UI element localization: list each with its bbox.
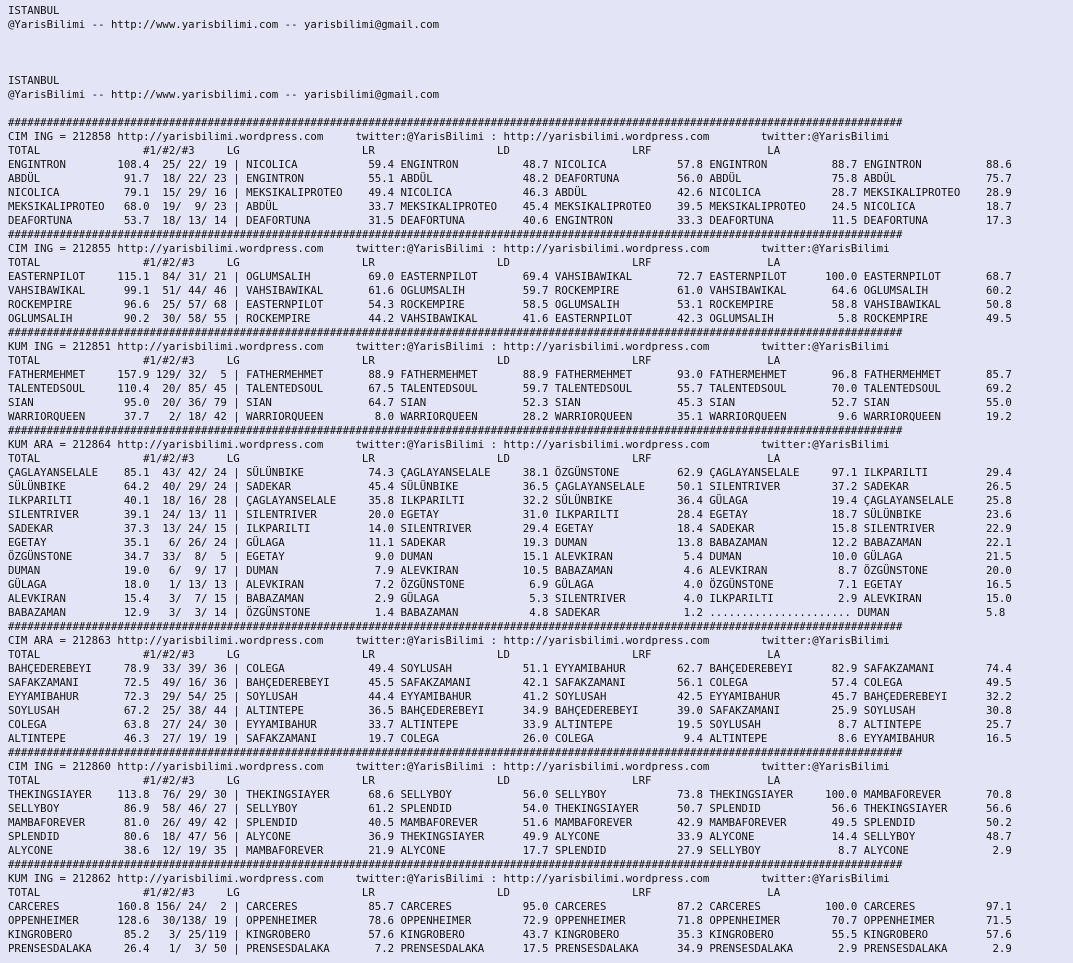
report-row: COLEGA 63.8 27/ 24/ 30 | EYYAMIBAHUR 33.7 ALTINTEPE 33.9 ALTINTEPE 19.5 SOYLUSAH 8.7 ALTINTEPE 25.7 <box>8 718 1012 731</box>
column-header: TOTAL #1/#2/#3 LG LR LD LRF LA <box>8 452 781 465</box>
race-header: KUM ARA = 212864 http://yarisbilimi.wordpress.com twitter:@YarisBilimi : http://yarisbilimi.wordpress.com twitter:@YarisBilimi <box>8 438 890 451</box>
report-row: SELLYBOY 86.9 58/ 46/ 27 | SELLYBOY 61.2 SPLENDID 54.0 THEKINGSIAYER 50.7 SPLENDID 56.6 THEKINGSIAYER 56.6 <box>8 802 1012 815</box>
report-row: SILENTRIVER 39.1 24/ 13/ 11 | SILENTRIVER 20.0 EGETAY 31.0 ILKPARILTI 28.4 EGETAY 18.7 SÜLÜNBIKE 23.6 <box>8 508 1012 521</box>
column-header: TOTAL #1/#2/#3 LG LR LD LRF LA <box>8 886 781 899</box>
report-row: ENGINTRON 108.4 25/ 22/ 19 | NICOLICA 59.4 ENGINTRON 48.7 NICOLICA 57.8 ENGINTRON 88.7 ENGINTRON 88.6 <box>8 158 1012 171</box>
column-header: TOTAL #1/#2/#3 LG LR LD LRF LA <box>8 256 781 269</box>
header-city: ISTANBUL <box>8 74 60 87</box>
separator-line: ########################################################################################################################################### <box>8 326 903 339</box>
report-row: OGLUMSALIH 90.2 30/ 58/ 55 | ROCKEMPIRE 44.2 VAHSIBAWIKAL 41.6 EASTERNPILOT 42.3 OGLUMSALIH 5.8 ROCKEMPIRE 49.5 <box>8 312 1012 325</box>
report-row: MAMBAFOREVER 81.0 26/ 49/ 42 | SPLENDID 40.5 MAMBAFOREVER 51.6 MAMBAFOREVER 42.9 MAMBAFOREVER 49.5 SPLENDID 50.2 <box>8 816 1012 829</box>
report-row: ABDÜL 91.7 18/ 22/ 23 | ENGINTRON 55.1 ABDÜL 48.2 DEAFORTUNA 56.0 ABDÜL 75.8 ABDÜL 75.7 <box>8 172 1012 185</box>
report-row: OPPENHEIMER 128.6 30/138/ 19 | OPPENHEIMER 78.6 OPPENHEIMER 72.9 OPPENHEIMER 71.8 OPPENHEIMER 70.7 OPPENHEIMER 71.5 <box>8 914 1012 927</box>
report-row: WARRIORQUEEN 37.7 2/ 18/ 42 | WARRIORQUEEN 8.0 WARRIORQUEEN 28.2 WARRIORQUEEN 35.1 WARRIORQUEEN 9.6 WARRIORQUEEN 19.2 <box>8 410 1012 423</box>
report-row: MEKSIKALIPROTEO 68.0 19/ 9/ 23 | ABDÜL 33.7 MEKSIKALIPROTEO 45.4 MEKSIKALIPROTEO 39.5 MEKSIKALIPROTEO 24.5 NICOLICA 18.7 <box>8 200 1012 213</box>
report-row: ILKPARILTI 40.1 18/ 16/ 28 | ÇAGLAYANSELALE 35.8 ILKPARILTI 32.2 SÜLÜNBIKE 36.4 GÜLAGA 19.4 ÇAGLAYANSELALE 25.8 <box>8 494 1012 507</box>
report-row: SÜLÜNBIKE 64.2 40/ 29/ 24 | SADEKAR 45.4 SÜLÜNBIKE 36.5 ÇAGLAYANSELALE 50.1 SILENTRIVER 37.2 SADEKAR 26.5 <box>8 480 1012 493</box>
report-row: KINGROBERO 85.2 3/ 25/119 | KINGROBERO 57.6 KINGROBERO 43.7 KINGROBERO 35.3 KINGROBERO 55.5 KINGROBERO 57.6 <box>8 928 1012 941</box>
column-header: TOTAL #1/#2/#3 LG LR LD LRF LA <box>8 354 781 367</box>
separator-line: ########################################################################################################################################### <box>8 424 903 437</box>
report-row: SADEKAR 37.3 13/ 24/ 15 | ILKPARILTI 14.0 SILENTRIVER 29.4 EGETAY 18.4 SADEKAR 15.8 SILENTRIVER 22.9 <box>8 522 1012 535</box>
report-row: SAFAKZAMANI 72.5 49/ 16/ 36 | BAHÇEDEREBEYI 45.5 SAFAKZAMANI 42.1 SAFAKZAMANI 56.1 COLEGA 57.4 COLEGA 49.5 <box>8 676 1012 689</box>
report-row: BABAZAMAN 12.9 3/ 3/ 14 | ÖZGÜNSTONE 1.4 BABAZAMAN 4.8 SADEKAR 1.2 ...................... DUMAN 5.8 <box>8 606 1006 619</box>
separator-line: ########################################################################################################################################### <box>8 620 903 633</box>
report-row: TALENTEDSOUL 110.4 20/ 85/ 45 | TALENTEDSOUL 67.5 TALENTEDSOUL 59.7 TALENTEDSOUL 55.7 TALENTEDSOUL 70.0 TALENTEDSOUL 69.2 <box>8 382 1012 395</box>
column-header: TOTAL #1/#2/#3 LG LR LD LRF LA <box>8 648 781 661</box>
column-header: TOTAL #1/#2/#3 LG LR LD LRF LA <box>8 774 781 787</box>
separator-line: ########################################################################################################################################### <box>8 116 903 129</box>
blank-line <box>8 102 1073 116</box>
separator-line: ########################################################################################################################################### <box>8 746 903 759</box>
report-row: ALYCONE 38.6 12/ 19/ 35 | MAMBAFOREVER 21.9 ALYCONE 17.7 SPLENDID 27.9 SELLYBOY 8.7 ALYCONE 2.9 <box>8 844 1012 857</box>
report-row: SIAN 95.0 20/ 36/ 79 | SIAN 64.7 SIAN 52.3 SIAN 45.3 SIAN 52.7 SIAN 55.0 <box>8 396 1012 409</box>
race-header: KUM ING = 212851 http://yarisbilimi.wordpress.com twitter:@YarisBilimi : http://yarisbilimi.wordpress.com twitter:@YarisBilimi <box>8 340 890 353</box>
report-row: THEKINGSIAYER 113.8 76/ 29/ 30 | THEKINGSIAYER 68.6 SELLYBOY 56.0 SELLYBOY 73.8 THEKINGSIAYER 100.0 MAMBAFOREVER 70.8 <box>8 788 1012 801</box>
race-header: CIM ING = 212858 http://yarisbilimi.wordpress.com twitter:@YarisBilimi : http://yarisbilimi.wordpress.com twitter:@YarisBilimi <box>8 130 890 143</box>
report-row: ROCKEMPIRE 96.6 25/ 57/ 68 | EASTERNPILOT 54.3 ROCKEMPIRE 58.5 OGLUMSALIH 53.1 ROCKEMPIRE 58.8 VAHSIBAWIKAL 50.8 <box>8 298 1012 311</box>
report-row: FATHERMEHMET 157.9 129/ 32/ 5 | FATHERMEHMET 88.9 FATHERMEHMET 88.9 FATHERMEHMET 93.0 FATHERMEHMET 96.8 FATHERMEHMET 85.7 <box>8 368 1012 381</box>
blank-line <box>8 32 1073 46</box>
race-header: KUM ING = 212862 http://yarisbilimi.wordpress.com twitter:@YarisBilimi : http://yarisbilimi.wordpress.com twitter:@YarisBilimi <box>8 872 890 885</box>
report-body <box>8 116 1073 956</box>
report-row: EASTERNPILOT 115.1 84/ 31/ 21 | OGLUMSALIH 69.0 EASTERNPILOT 69.4 VAHSIBAWIKAL 72.7 EASTERNPILOT 100.0 EASTERNPILOT 68.7 <box>8 270 1012 283</box>
report-row: SOYLUSAH 67.2 25/ 38/ 44 | ALTINTEPE 36.5 BAHÇEDEREBEYI 34.9 BAHÇEDEREBEYI 39.0 SAFAKZAMANI 25.9 SOYLUSAH 30.8 <box>8 704 1012 717</box>
blank-line <box>8 46 1073 60</box>
report-row: ÇAGLAYANSELALE 85.1 43/ 42/ 24 | SÜLÜNBIKE 74.3 ÇAGLAYANSELALE 38.1 ÖZGÜNSTONE 62.9 ÇAGLAYANSELALE 97.1 ILKPARILTI 29.4 <box>8 466 1012 479</box>
race-header: CIM ING = 212855 http://yarisbilimi.wordpress.com twitter:@YarisBilimi : http://yarisbilimi.wordpress.com twitter:@YarisBilimi <box>8 242 890 255</box>
report-row: EYYAMIBAHUR 72.3 29/ 54/ 25 | SOYLUSAH 44.4 EYYAMIBAHUR 41.2 SOYLUSAH 42.5 EYYAMIBAHUR 45.7 BAHÇEDEREBEYI 32.2 <box>8 690 1012 703</box>
report-row: DUMAN 19.0 6/ 9/ 17 | DUMAN 7.9 ALEVKIRAN 10.5 BABAZAMAN 4.6 ALEVKIRAN 8.7 ÖZGÜNSTONE 20.0 <box>8 564 1012 577</box>
header-contact: @YarisBilimi -- http://www.yarisbilimi.com -- yarisbilimi@gmail.com <box>8 88 440 101</box>
separator-line: ########################################################################################################################################### <box>8 858 903 871</box>
report-row: BAHÇEDEREBEYI 78.9 33/ 39/ 36 | COLEGA 49.4 SOYLUSAH 51.1 EYYAMIBAHUR 62.7 BAHÇEDEREBEYI 82.9 SAFAKZAMANI 74.4 <box>8 662 1012 675</box>
report-row: VAHSIBAWIKAL 99.1 51/ 44/ 46 | VAHSIBAWIKAL 61.6 OGLUMSALIH 59.7 ROCKEMPIRE 61.0 VAHSIBAWIKAL 64.6 OGLUMSALIH 60.2 <box>8 284 1012 297</box>
report-row: CARCERES 160.8 156/ 24/ 2 | CARCERES 85.7 CARCERES 95.0 CARCERES 87.2 CARCERES 100.0 CARCERES 97.1 <box>8 900 1012 913</box>
race-header: CIM ING = 212860 http://yarisbilimi.wordpress.com twitter:@YarisBilimi : http://yarisbilimi.wordpress.com twitter:@YarisBilimi <box>8 760 890 773</box>
report-row: ALEVKIRAN 15.4 3/ 7/ 15 | BABAZAMAN 2.9 GÜLAGA 5.3 SILENTRIVER 4.0 ILKPARILTI 2.9 ALEVKIRAN 15.0 <box>8 592 1012 605</box>
header-city: ISTANBUL <box>8 4 60 17</box>
report-row: ÖZGÜNSTONE 34.7 33/ 8/ 5 | EGETAY 9.0 DUMAN 15.1 ALEVKIRAN 5.4 DUMAN 10.0 GÜLAGA 21.5 <box>8 550 1012 563</box>
separator-line: ########################################################################################################################################### <box>8 228 903 241</box>
report-row: SPLENDID 80.6 18/ 47/ 56 | ALYCONE 36.9 THEKINGSIAYER 49.9 ALYCONE 33.9 ALYCONE 14.4 SELLYBOY 48.7 <box>8 830 1012 843</box>
report-row: EGETAY 35.1 6/ 26/ 24 | GÜLAGA 11.1 SADEKAR 19.3 DUMAN 13.8 BABAZAMAN 12.2 BABAZAMAN 22.1 <box>8 536 1012 549</box>
report-row: NICOLICA 79.1 15/ 29/ 16 | MEKSIKALIPROTEO 49.4 NICOLICA 46.3 ABDÜL 42.6 NICOLICA 28.7 MEKSIKALIPROTEO 28.9 <box>8 186 1012 199</box>
blank-line <box>8 60 1073 74</box>
report-row: PRENSESDALAKA 26.4 1/ 3/ 50 | PRENSESDALAKA 7.2 PRENSESDALAKA 17.5 PRENSESDALAKA 34.9 PRENSESDALAKA 2.9 PRENSESDALAKA 2.9 <box>8 942 1012 955</box>
header-contact: @YarisBilimi -- http://www.yarisbilimi.com -- yarisbilimi@gmail.com <box>8 18 440 31</box>
report-row: ALTINTEPE 46.3 27/ 19/ 19 | SAFAKZAMANI 19.7 COLEGA 26.0 COLEGA 9.4 ALTINTEPE 8.6 EYYAMIBAHUR 16.5 <box>8 732 1012 745</box>
report-row: DEAFORTUNA 53.7 18/ 13/ 14 | DEAFORTUNA 31.5 DEAFORTUNA 40.6 ENGINTRON 33.3 DEAFORTUNA 11.5 DEAFORTUNA 17.3 <box>8 214 1012 227</box>
race-header: CIM ARA = 212863 http://yarisbilimi.wordpress.com twitter:@YarisBilimi : http://yarisbilimi.wordpress.com twitter:@YarisBilimi <box>8 634 890 647</box>
report-row: GÜLAGA 18.0 1/ 13/ 13 | ALEVKIRAN 7.2 ÖZGÜNSTONE 6.9 GÜLAGA 4.0 ÖZGÜNSTONE 7.1 EGETAY 16.5 <box>8 578 1012 591</box>
column-header: TOTAL #1/#2/#3 LG LR LD LRF LA <box>8 144 781 157</box>
